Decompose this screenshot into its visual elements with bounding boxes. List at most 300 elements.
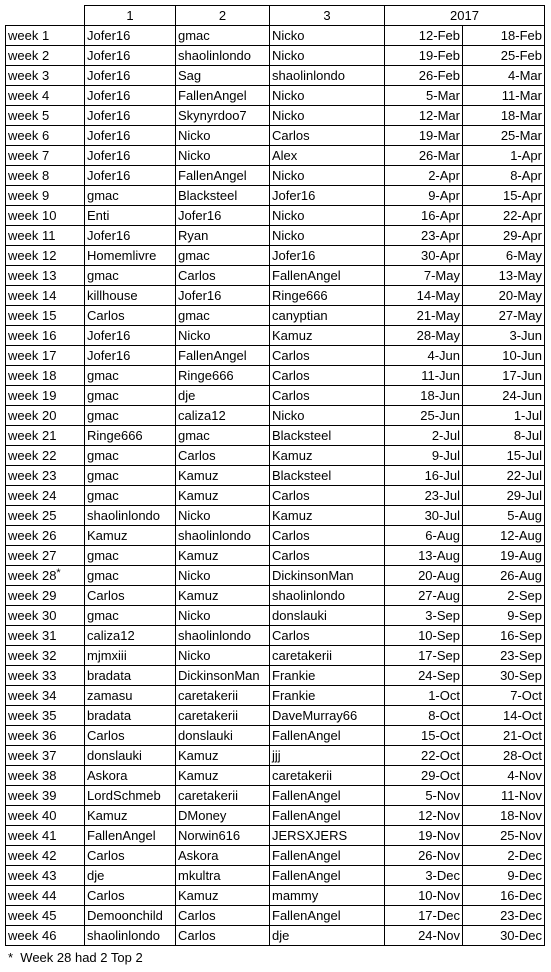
- table-row: [6, 126, 545, 146]
- third-place-cell-text: Carlos: [272, 548, 310, 563]
- first-place-cell: [85, 66, 176, 86]
- second-place-cell-text: Kamuz: [178, 548, 219, 563]
- week-end-cell-text: 8-Apr: [510, 168, 542, 183]
- week-start-cell: [385, 466, 463, 486]
- second-place-cell: [176, 766, 270, 786]
- second-place-cell-text: Norwin616: [178, 828, 241, 843]
- week-start-cell: [385, 546, 463, 566]
- week-end-cell: [463, 246, 545, 266]
- first-place-cell: [85, 166, 176, 186]
- third-place-cell-text: Blacksteel: [272, 468, 332, 483]
- third-place-cell: [270, 546, 385, 566]
- first-place-cell: [85, 746, 176, 766]
- first-place-cell-text: Jofer16: [87, 68, 131, 83]
- week-end-cell: [463, 646, 545, 666]
- week-cell: [6, 486, 85, 506]
- week-start-cell: [385, 926, 463, 946]
- second-place-cell: [176, 606, 270, 626]
- third-place-cell: [270, 846, 385, 866]
- week-end-cell: [463, 486, 545, 506]
- second-place-cell: [176, 486, 270, 506]
- week-start-cell-text: 4-Jun: [427, 348, 460, 363]
- week-end-cell: [463, 66, 545, 86]
- week-end-cell: [463, 346, 545, 366]
- third-place-cell-text: FallenAngel: [272, 848, 341, 863]
- week-start-cell: [385, 326, 463, 346]
- second-place-cell: [176, 266, 270, 286]
- week-start-cell: [385, 886, 463, 906]
- third-place-cell-text: Carlos: [272, 128, 310, 143]
- first-place-cell-text: Kamuz: [87, 528, 128, 543]
- first-place-cell: [85, 566, 176, 586]
- table-row: [6, 46, 545, 66]
- week-cell-text: week 9: [8, 188, 50, 203]
- second-place-cell: [176, 926, 270, 946]
- second-place-cell-text: Kamuz: [178, 888, 219, 903]
- week-end-cell: [463, 306, 545, 326]
- third-place-cell-text: FallenAngel: [272, 908, 341, 923]
- second-place-cell-text: shaolinlondo: [178, 48, 252, 63]
- week-start-cell: [385, 146, 463, 166]
- first-place-cell-text: Askora: [87, 768, 128, 783]
- week-start-cell: [385, 706, 463, 726]
- week-cell: [6, 866, 85, 886]
- table-row: [6, 706, 545, 726]
- third-place-cell: [270, 746, 385, 766]
- third-place-cell-text: Carlos: [272, 488, 310, 503]
- week-cell: [6, 326, 85, 346]
- table-row: [6, 266, 545, 286]
- third-place-cell: [270, 406, 385, 426]
- third-place-cell-text: Carlos: [272, 348, 310, 363]
- second-place-cell: [176, 586, 270, 606]
- week-start-cell-text: 29-Oct: [420, 768, 460, 783]
- table-row: [6, 506, 545, 526]
- second-place-cell-text: shaolinlondo: [178, 628, 252, 643]
- week-end-cell: [463, 586, 545, 606]
- third-place-cell: [270, 486, 385, 506]
- table-row: [6, 686, 545, 706]
- second-place-cell: [176, 126, 270, 146]
- week-start-cell-text: 20-Aug: [418, 568, 460, 583]
- week-start-cell-text: 26-Nov: [418, 848, 460, 863]
- table-row: [6, 886, 545, 906]
- week-cell-text: week 31: [8, 628, 57, 643]
- week-cell: [6, 66, 85, 86]
- table-row: [6, 466, 545, 486]
- week-end-cell: [463, 626, 545, 646]
- week-end-cell-text: 27-May: [498, 308, 542, 323]
- week-end-cell-text: 10-Jun: [502, 348, 542, 363]
- week-cell-text: week 10: [8, 208, 57, 223]
- second-place-cell: [176, 626, 270, 646]
- week-cell: [6, 506, 85, 526]
- week-cell-text: week 46: [8, 928, 57, 943]
- week-start-cell: [385, 726, 463, 746]
- first-place-cell: [85, 826, 176, 846]
- week-end-cell: [463, 546, 545, 566]
- week-end-cell-text: 13-May: [498, 268, 542, 283]
- first-place-cell-text: Enti: [87, 208, 110, 223]
- third-place-cell-text: jjj: [272, 748, 281, 763]
- second-place-cell: [176, 246, 270, 266]
- week-cell-text: week 5: [8, 108, 50, 123]
- first-place-cell-text: bradata: [87, 668, 132, 683]
- second-place-cell-text: caretakerii: [178, 688, 238, 703]
- week-cell: [6, 86, 85, 106]
- week-start-cell-text: 23-Apr: [420, 228, 460, 243]
- week-cell: [6, 286, 85, 306]
- second-place-cell-text: gmac: [178, 428, 210, 443]
- week-end-cell-text: 16-Dec: [500, 888, 542, 903]
- third-place-cell: [270, 126, 385, 146]
- second-place-cell-text: gmac: [178, 28, 210, 43]
- first-place-cell: [85, 906, 176, 926]
- week-end-cell-text: 25-Mar: [500, 128, 542, 143]
- first-place-cell: [85, 686, 176, 706]
- week-end-cell-text: 30-Dec: [500, 928, 542, 943]
- week-end-cell: [463, 166, 545, 186]
- third-place-cell-text: Nicko: [272, 168, 305, 183]
- week-start-cell-text: 15-Oct: [420, 728, 460, 743]
- week-cell-text: week 20: [8, 408, 57, 423]
- third-place-cell: [270, 566, 385, 586]
- week-cell: [6, 546, 85, 566]
- first-place-cell: [85, 626, 176, 646]
- third-place-cell-text: Frankie: [272, 668, 316, 683]
- week-end-cell: [463, 866, 545, 886]
- table-row: [6, 846, 545, 866]
- third-place-cell: [270, 86, 385, 106]
- first-place-cell: [85, 446, 176, 466]
- table-row: [6, 226, 545, 246]
- first-place-cell: [85, 646, 176, 666]
- table-row: [6, 926, 545, 946]
- second-place-cell-text: Carlos: [178, 448, 216, 463]
- third-place-cell: [270, 26, 385, 46]
- week-start-cell-text: 6-Aug: [425, 528, 460, 543]
- week-cell-text: week 4: [8, 88, 50, 103]
- second-place-cell: [176, 846, 270, 866]
- third-place-cell: [270, 186, 385, 206]
- header-row: [6, 6, 545, 26]
- third-place-cell-text: Frankie: [272, 688, 316, 703]
- first-place-cell-text: Carlos: [87, 888, 125, 903]
- third-place-cell: [270, 686, 385, 706]
- table-row: [6, 566, 545, 586]
- week-start-cell: [385, 806, 463, 826]
- first-place-cell-text: zamasu: [87, 688, 133, 703]
- second-place-cell: [176, 106, 270, 126]
- week-cell: [6, 646, 85, 666]
- week-start-cell-text: 22-Oct: [420, 748, 460, 763]
- week-cell: [6, 626, 85, 646]
- third-place-cell: [270, 886, 385, 906]
- table-row: [6, 626, 545, 646]
- second-place-cell: [176, 906, 270, 926]
- week-end-cell-text: 29-Apr: [502, 228, 542, 243]
- third-place-cell-text: FallenAngel: [272, 728, 341, 743]
- second-place-cell-text: Nicko: [178, 128, 211, 143]
- second-place-cell: [176, 366, 270, 386]
- week-end-cell: [463, 746, 545, 766]
- week-cell: [6, 226, 85, 246]
- week-cell-text: week 40: [8, 808, 57, 823]
- table-row: [6, 806, 545, 826]
- week-end-cell: [463, 386, 545, 406]
- week-end-cell: [463, 406, 545, 426]
- week-cell: [6, 386, 85, 406]
- third-place-cell-text: Ringe666: [272, 288, 328, 303]
- week-start-cell: [385, 86, 463, 106]
- week-cell: [6, 746, 85, 766]
- week-start-cell: [385, 286, 463, 306]
- header-second-place: 2: [176, 6, 270, 26]
- table-row: [6, 306, 545, 326]
- table-row: [6, 286, 545, 306]
- table-row: [6, 26, 545, 46]
- week-cell: [6, 106, 85, 126]
- week-start-cell: [385, 426, 463, 446]
- first-place-cell: [85, 526, 176, 546]
- first-place-cell: [85, 326, 176, 346]
- first-place-cell-text: Carlos: [87, 728, 125, 743]
- week-start-cell-text: 1-Oct: [428, 688, 460, 703]
- third-place-cell-text: Alex: [272, 148, 298, 163]
- week-end-cell-text: 4-Nov: [507, 768, 542, 783]
- third-place-cell-text: mammy: [272, 888, 319, 903]
- week-start-cell-text: 26-Feb: [418, 68, 460, 83]
- first-place-cell-text: Ringe666: [87, 428, 143, 443]
- table-row: [6, 486, 545, 506]
- second-place-cell-text: DickinsonMan: [178, 668, 260, 683]
- first-place-cell-text: FallenAngel: [87, 828, 156, 843]
- second-place-cell: [176, 826, 270, 846]
- week-end-cell: [463, 926, 545, 946]
- week-cell-text: week 27: [8, 548, 57, 563]
- first-place-cell-text: shaolinlondo: [87, 928, 161, 943]
- week-end-cell: [463, 726, 545, 746]
- second-place-cell-text: Sag: [178, 68, 202, 83]
- week-start-cell: [385, 46, 463, 66]
- table-row: [6, 426, 545, 446]
- third-place-cell: [270, 246, 385, 266]
- second-place-cell-text: Jofer16: [178, 208, 222, 223]
- second-place-cell: [176, 286, 270, 306]
- week-cell: [6, 266, 85, 286]
- second-place-cell: [176, 406, 270, 426]
- third-place-cell-text: Kamuz: [272, 508, 313, 523]
- third-place-cell-text: caretakerii: [272, 648, 332, 663]
- week-end-cell: [463, 786, 545, 806]
- first-place-cell: [85, 146, 176, 166]
- third-place-cell: [270, 366, 385, 386]
- week-end-cell: [463, 686, 545, 706]
- first-place-cell-text: Jofer16: [87, 28, 131, 43]
- table-row: [6, 86, 545, 106]
- week-start-cell: [385, 586, 463, 606]
- week-end-cell: [463, 146, 545, 166]
- third-place-cell: [270, 666, 385, 686]
- second-place-cell: [176, 26, 270, 46]
- week-start-cell: [385, 826, 463, 846]
- second-place-cell-text: FallenAngel: [178, 348, 247, 363]
- week-start-cell-text: 10-Sep: [418, 628, 460, 643]
- week-end-cell: [463, 326, 545, 346]
- week-cell: [6, 306, 85, 326]
- first-place-cell: [85, 406, 176, 426]
- week-end-cell-text: 1-Apr: [510, 148, 542, 163]
- table-row: [6, 66, 545, 86]
- second-place-cell: [176, 426, 270, 446]
- footnote-text: Week 28 had 2 Top 2: [20, 950, 143, 965]
- first-place-cell: [85, 266, 176, 286]
- third-place-cell: [270, 506, 385, 526]
- week-end-cell-text: 24-Jun: [502, 388, 542, 403]
- week-cell: [6, 766, 85, 786]
- week-start-cell: [385, 786, 463, 806]
- week-start-cell-text: 18-Jun: [420, 388, 460, 403]
- week-end-cell-text: 23-Dec: [500, 908, 542, 923]
- first-place-cell-text: Carlos: [87, 308, 125, 323]
- second-place-cell-text: Carlos: [178, 928, 216, 943]
- first-place-cell: [85, 106, 176, 126]
- week-start-cell: [385, 186, 463, 206]
- week-end-cell: [463, 506, 545, 526]
- second-place-cell: [176, 726, 270, 746]
- week-cell: [6, 346, 85, 366]
- first-place-cell: [85, 26, 176, 46]
- week-start-cell: [385, 906, 463, 926]
- third-place-cell: [270, 646, 385, 666]
- week-start-cell-text: 7-May: [423, 268, 460, 283]
- week-cell: [6, 666, 85, 686]
- week-end-cell-text: 9-Sep: [507, 608, 542, 623]
- first-place-cell: [85, 46, 176, 66]
- table-row: [6, 746, 545, 766]
- header-first-place: 1: [85, 6, 176, 26]
- first-place-cell: [85, 226, 176, 246]
- week-cell: [6, 586, 85, 606]
- third-place-cell: [270, 906, 385, 926]
- first-place-cell: [85, 206, 176, 226]
- week-end-cell-text: 18-Mar: [500, 108, 542, 123]
- first-place-cell: [85, 926, 176, 946]
- week-start-cell-text: 3-Dec: [425, 868, 460, 883]
- first-place-cell: [85, 786, 176, 806]
- second-place-cell: [176, 686, 270, 706]
- week-start-cell-text: 2-Apr: [428, 168, 460, 183]
- first-place-cell: [85, 246, 176, 266]
- second-place-cell: [176, 46, 270, 66]
- week-end-cell-text: 22-Apr: [502, 208, 542, 223]
- first-place-cell: [85, 666, 176, 686]
- week-end-cell: [463, 706, 545, 726]
- third-place-cell-text: Kamuz: [272, 448, 313, 463]
- week-cell-text: week 38: [8, 768, 57, 783]
- week-start-cell-text: 16-Jul: [424, 468, 460, 483]
- first-place-cell-text: gmac: [87, 268, 119, 283]
- first-place-cell: [85, 386, 176, 406]
- first-place-cell-text: gmac: [87, 548, 119, 563]
- week-cell-text: week 13: [8, 268, 57, 283]
- week-end-cell-text: 5-Aug: [507, 508, 542, 523]
- week-start-cell: [385, 486, 463, 506]
- third-place-cell: [270, 386, 385, 406]
- second-place-cell-text: shaolinlondo: [178, 528, 252, 543]
- third-place-cell: [270, 206, 385, 226]
- second-place-cell: [176, 806, 270, 826]
- week-start-cell: [385, 246, 463, 266]
- week-cell-text: week 18: [8, 368, 57, 383]
- week-end-cell: [463, 226, 545, 246]
- second-place-cell: [176, 646, 270, 666]
- week-start-cell: [385, 766, 463, 786]
- third-place-cell-text: Nicko: [272, 48, 305, 63]
- first-place-cell-text: Carlos: [87, 588, 125, 603]
- week-start-cell-text: 5-Nov: [425, 788, 460, 803]
- week-cell-text: week 1: [8, 28, 50, 43]
- week-start-cell: [385, 166, 463, 186]
- second-place-cell-text: dje: [178, 388, 196, 403]
- week-end-cell: [463, 886, 545, 906]
- header-corner: [6, 6, 85, 26]
- table-row: [6, 786, 545, 806]
- week-start-cell-text: 14-May: [416, 288, 460, 303]
- week-start-cell-text: 3-Sep: [425, 608, 460, 623]
- week-start-cell-text: 10-Nov: [418, 888, 460, 903]
- week-end-cell: [463, 266, 545, 286]
- week-cell: [6, 46, 85, 66]
- week-cell: [6, 126, 85, 146]
- third-place-cell-text: JERSXJERS: [272, 828, 348, 843]
- second-place-cell-text: gmac: [178, 248, 210, 263]
- first-place-cell-text: killhouse: [87, 288, 138, 303]
- week-start-cell-text: 26-Mar: [418, 148, 460, 163]
- third-place-cell: [270, 806, 385, 826]
- table-row: [6, 346, 545, 366]
- third-place-cell: [270, 66, 385, 86]
- week-cell: [6, 686, 85, 706]
- week-start-cell: [385, 746, 463, 766]
- week-cell-text: week 11: [8, 228, 56, 243]
- week-end-cell-text: 21-Oct: [502, 728, 542, 743]
- week-cell: [6, 886, 85, 906]
- third-place-cell-text: shaolinlondo: [272, 68, 346, 83]
- week-cell: [6, 26, 85, 46]
- week-start-cell: [385, 306, 463, 326]
- first-place-cell: [85, 306, 176, 326]
- week-start-cell-text: 13-Aug: [418, 548, 460, 563]
- week-cell-text: week 36: [8, 728, 57, 743]
- week-cell: [6, 146, 85, 166]
- second-place-cell: [176, 866, 270, 886]
- second-place-cell: [176, 786, 270, 806]
- week-start-cell-text: 24-Sep: [418, 668, 460, 683]
- third-place-cell-text: FallenAngel: [272, 788, 341, 803]
- week-end-cell-text: 22-Jul: [506, 468, 542, 483]
- header-year: 2017: [385, 6, 545, 26]
- second-place-cell-text: mkultra: [178, 868, 221, 883]
- week-cell-text: week 35: [8, 708, 57, 723]
- week-cell-text: week 24: [8, 488, 57, 503]
- first-place-cell-text: Carlos: [87, 848, 125, 863]
- week-cell: [6, 186, 85, 206]
- third-place-cell-text: Jofer16: [272, 248, 316, 263]
- week-start-cell: [385, 406, 463, 426]
- first-place-cell: [85, 346, 176, 366]
- second-place-cell-text: caretakerii: [178, 788, 238, 803]
